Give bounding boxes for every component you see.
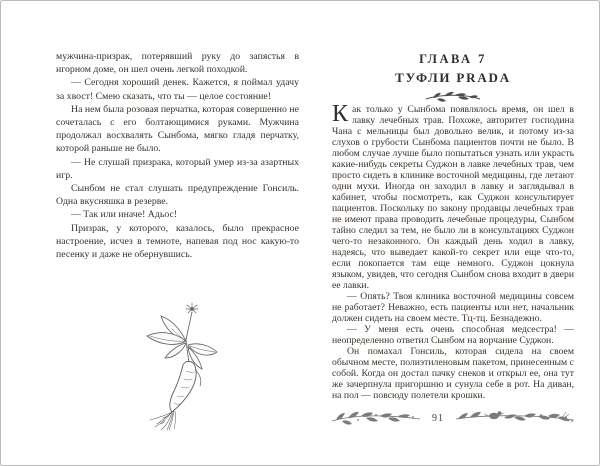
chapter-number: ГЛАВА 7 [419,52,487,66]
footer-ornament-left-icon [330,408,422,428]
paragraph-text: ак только у Сынбома появлялось время, он шел в лавку лечебных трав. Похоже, авторитет господина Чана с мельницы был довольно велик, и потому из-за слухов о грубости Сынбома пациентов почти не было. В любом случае лучше было попытаться узнать или украсть какие-нибудь секреты Суджон в лавке лечебных трав, чем просто сидеть в клинике восточной медицины, где летают одни мухи. Иногда он заходил в лавку и заглядывал в кабинет, чтобы посмотреть, как Суджон консультирует пациентов. Поскольку по закону продавцы лечебных трав не имеют права проводить лечебные процедуры, Сынбом тайно следил за тем, не было ли в консультациях Суджон чего-то незаконного. Он каждый день ходил в лавку, надеясь, что выведает какой-то секрет или еще что-то, если покопается там еще немного. Суджон цокнула языком, увидев, что сегодня Сынбом снова входит в двери ее лавки. [332,104,574,291]
ginseng-illustration-icon [132,299,234,431]
paragraph [332,101,574,291]
paragraph: — У меня есть очень способная медсестра! — неопределенно ответил Сынбом на ворчание Суджон. [332,324,574,346]
chapter-ornament-icon [423,91,483,104]
chapter-title: ТУФЛИ PRADA [395,70,511,85]
paragraph: — Так или иначе! Адьос! [71,209,178,221]
paragraph: Призрак, у которого, казалось, было прекрасное настроение, исчез в темноте, напевая под нос какую-то песенку и даже не обернувшись. [56,222,299,261]
paragraph: Сынбом не стал слушать предупреждение Гонсиль. Одна вкусняшка в резерве. [56,183,299,208]
chapter-heading [332,52,574,104]
paragraph: мужчина-призрак, потерявший руку до запястья в игорном доме, он шел очень легкой походкой. [56,51,299,76]
paragraph: — Сегодня хороший денек. Кажется, я поймал удачу за хвост! Смею сказать, что ты — целое состояние! [56,77,299,102]
drop-cap: К [332,101,349,127]
paragraph: — Опять? Твоя клиника восточной медицины совсем не работает? Неважно, есть пациенты или нет, начальник должен сидеть на своем месте. Тц-тц. Безнадежно. [332,291,574,324]
paragraph: — Не слушай призрака, который умер из-за азартных игр. [56,156,299,181]
page-number: 91 [432,412,444,424]
paragraph: Он помахал Гонсиль, которая сидела на своем обычном месте, полиэтиленовым пакетом, принесенным с собой. Когда он достал пачку снеков и открыл ее, она тут же зачерпнула пригоршню и сунула себе в рот. На диван, на пол — повсюду полетели крошки. [332,346,574,401]
left-page-text [56,50,299,261]
right-page-text [332,101,574,401]
paragraph: На нем была розовая перчатка, которая совершенно не сочеталась с его болтающимися руками. Мужчина продолжал восхвалять Сынбома, мягко гладя перчатку, которой раньше не было. [56,103,299,155]
footer-ornament-right-icon [454,408,576,428]
page-footer [330,405,576,431]
